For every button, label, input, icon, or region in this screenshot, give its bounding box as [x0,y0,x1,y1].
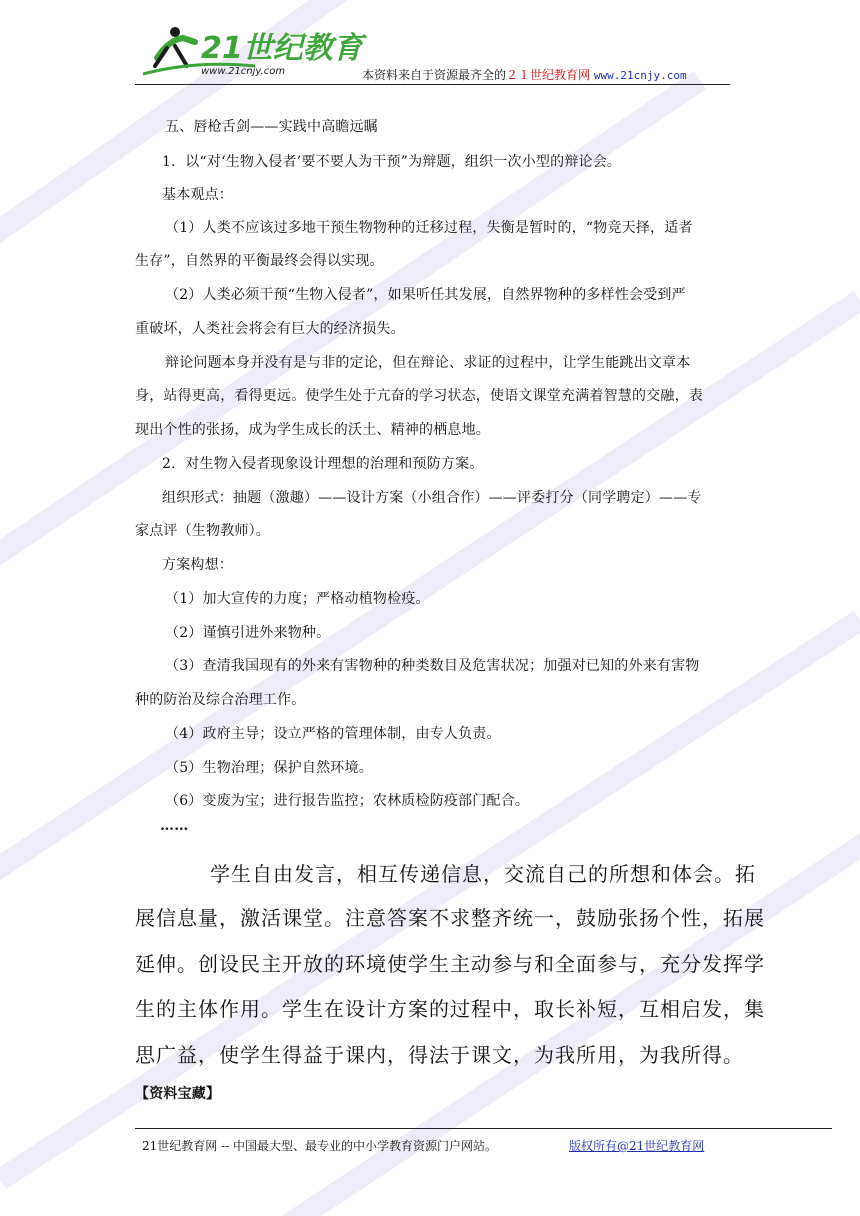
paragraph-line: 思广益，使学生得益于课内，得法于课文，为我所用，为我所得。 [135,1043,744,1067]
section-heading: 五、唇枪舌剑——实践中高瞻远瞩 [165,119,378,135]
text-line: 身，站得更高，看得更远。使学生处于亢奋的学习状态，使语文课堂充满着智慧的交融，表 [135,388,703,404]
copyright-link[interactable]: 版权所有@21世纪教育网 [569,1139,705,1153]
text-line: 种的防治及综合治理工作。 [135,692,306,708]
text-line: 生存”，自然界的平衡最终会得以实现。 [135,253,384,269]
text-line: 组织形式：抽题（激趣）——设计方案（小组合作）——评委打分（同学聘定）——专 [162,490,702,506]
header-divider [135,84,730,85]
text-line: （6）变废为宝；进行报告监控；农林质检防疫部门配合。 [165,793,530,809]
logo-url: www.21cnjy.com [201,66,286,77]
text-line: 家点评（生物教师）。 [135,523,270,539]
text-line: （4）政府主导；设立严格的管理体制，由专人负责。 [165,726,501,742]
text-line: （5）生物治理；保护自然环境。 [165,760,373,776]
text-line: （2）人类必须干预“生物入侵者”，如果听任其发展，自然界物种的多样性会受到严 [165,287,686,303]
text-line: 基本观点： [162,187,233,203]
paragraph-line: 学生自由发言，相互传递信息，交流自己的所想和体会。拓 [210,862,756,886]
header-note-prefix: 本资料来自于资源最齐全的 [362,68,507,82]
paragraph-line: 延伸。创设民主开放的环境使学生主动参与和全面参与，充分发挥学 [135,952,765,976]
header-note [362,66,687,83]
text-line: （1）人类不应该过多地干预生物物种的迁移过程，失衡是暂时的，“物竞天择，适者 [165,220,693,236]
header-note-url[interactable]: www.21cnjy.com [593,69,687,82]
paragraph-line: 生的主体作用。学生在设计方案的过程中，取长补短，互相启发，集 [135,997,765,1021]
resource-heading: 【资料宝藏】 [135,1086,221,1102]
logo-text: 21世纪教育 [201,31,363,66]
header-note-highlight: ２１世纪教育网 [506,68,591,82]
footer-divider [135,1128,832,1129]
text-line: 重破坏，人类社会将会有巨大的经济损失。 [135,321,405,337]
text-line: 2．对生物入侵者现象设计理想的治理和预防方案。 [162,456,484,472]
text-line: 方案构想： [162,557,233,573]
text-line: （1）加大宣传的力度；严格动植物检疫。 [165,591,430,607]
text-line: 辩论问题本身并没有是与非的定论，但在辩论、求证的过程中，让学生能跳出文章本 [165,355,691,371]
text-line: 1．以“对‘生物入侵者’要不要人为干预”为辩题，组织一次小型的辩论会。 [162,154,622,170]
text-line: （2）谨慎引进外来物种。 [165,625,331,641]
text-line: （3）查清我国现有的外来有害物种的种类数目及危害状况；加强对已知的外来有害物 [165,658,700,674]
text-line: 现出个性的张扬，成为学生成长的沃土、精神的栖息地。 [135,422,490,438]
paragraph-line: 展信息量，激活课堂。注意答案不求整齐统一，鼓励张扬个性，拓展 [135,906,765,930]
ellipsis: …… [160,818,189,834]
footer-text: 21世纪教育网 -- 中国最大型、最专业的中小学教育资源门户网站。 [142,1139,498,1153]
site-logo [135,18,363,86]
